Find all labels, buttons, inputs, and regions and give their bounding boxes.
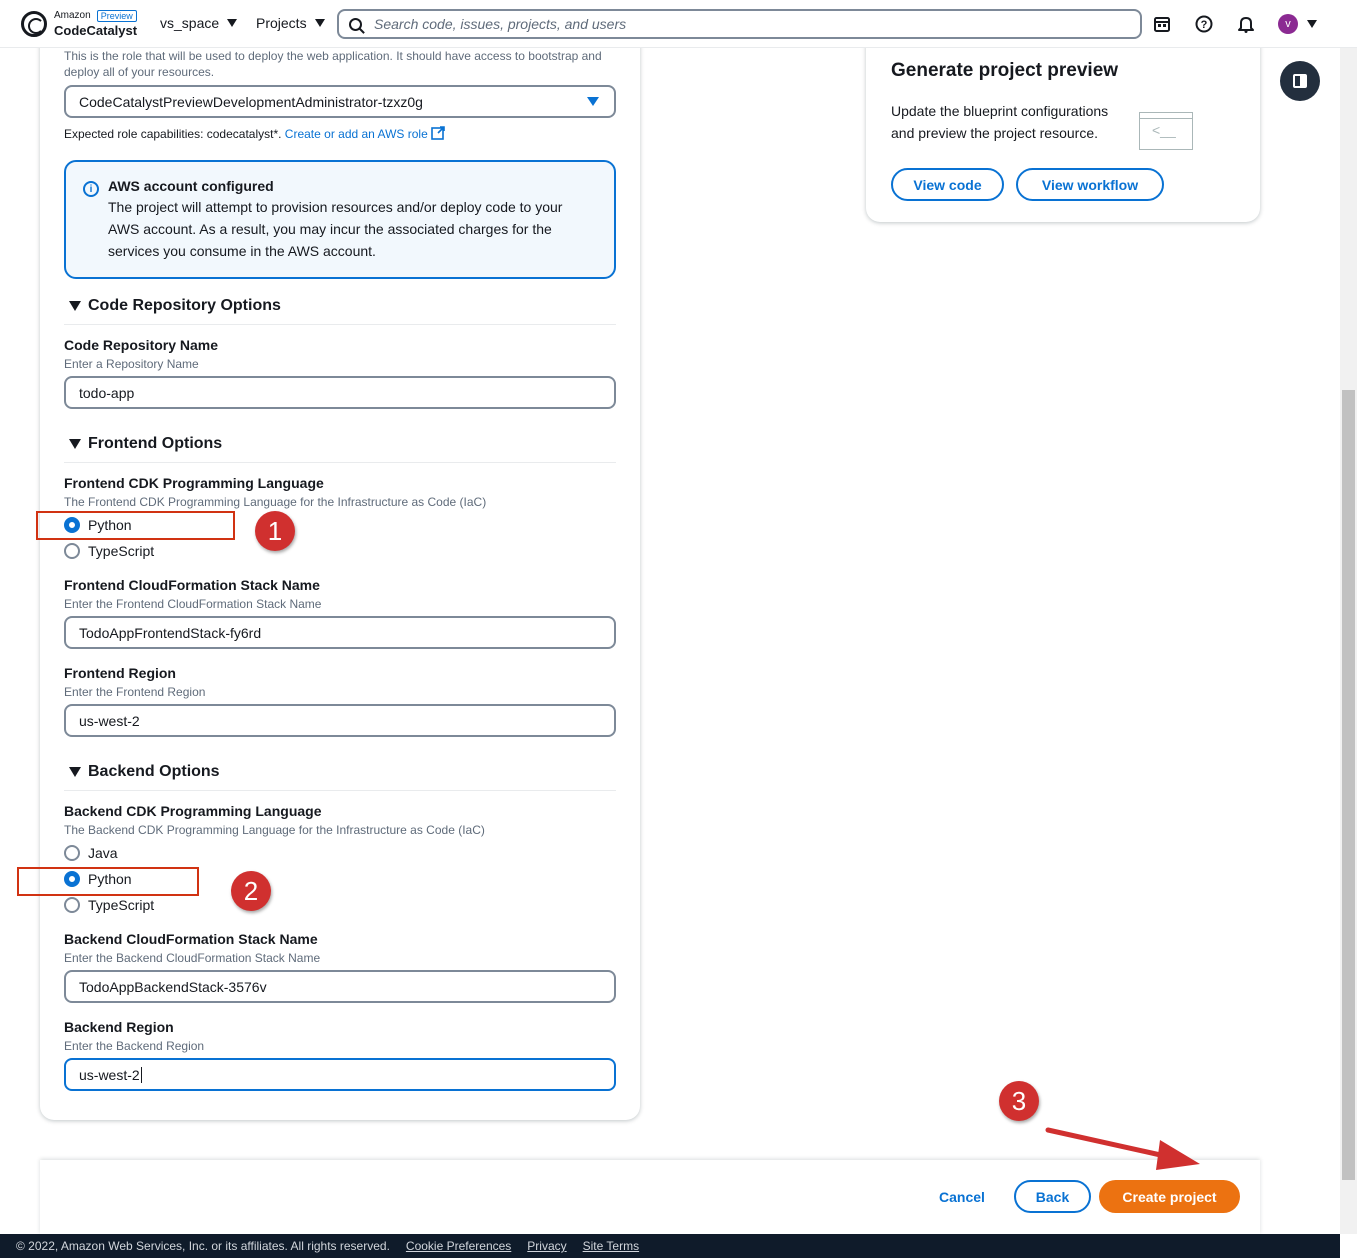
- code-repository-options-header[interactable]: [64, 295, 616, 325]
- annotation-badge-1: 1: [255, 511, 295, 551]
- expand-triangle-icon: [69, 439, 81, 449]
- radio-label: Java: [88, 845, 118, 861]
- copyright-text: © 2022, Amazon Web Services, Inc. or its affiliates. All rights reserved.: [16, 1239, 390, 1253]
- codecatalyst-logo-icon: [21, 11, 47, 37]
- search-icon: [349, 18, 362, 31]
- logo-amazon-text: Amazon: [54, 10, 91, 21]
- section-title: Code Repository Options: [88, 297, 281, 314]
- frontend-region-label: Frontend Region: [64, 665, 176, 681]
- backend-region-label: Backend Region: [64, 1019, 174, 1035]
- preview-badge: Preview: [97, 10, 137, 22]
- radio-label: TypeScript: [88, 543, 155, 559]
- frontend-region-description: Enter the Frontend Region: [64, 685, 206, 699]
- annotation-badge-3: 3: [999, 1081, 1039, 1121]
- frontend-radio-typescript[interactable]: [64, 543, 154, 559]
- project-preview-card: [866, 30, 1260, 222]
- space-dropdown-label: vs_space: [160, 15, 220, 31]
- repository-name-input[interactable]: todo-app: [64, 376, 616, 409]
- preview-description: Update the blueprint configurations and preview the project resource.: [891, 103, 1109, 141]
- expand-triangle-icon: [69, 767, 81, 777]
- scrollbar-thumb[interactable]: [1342, 390, 1355, 1180]
- radio-unselected-icon: [64, 543, 80, 559]
- codecatalyst-logo[interactable]: [21, 10, 137, 37]
- panel-icon: [1293, 74, 1307, 88]
- radio-label: TypeScript: [88, 897, 155, 913]
- search-box: [337, 9, 1142, 39]
- frontend-stack-description: Enter the Frontend CloudFormation Stack Name: [64, 597, 322, 611]
- space-dropdown[interactable]: [160, 15, 237, 31]
- radio-label: Python: [88, 871, 132, 887]
- privacy-link[interactable]: Privacy: [527, 1239, 567, 1253]
- view-code-button[interactable]: View code: [891, 168, 1004, 201]
- preview-title: Generate project preview: [891, 60, 1119, 81]
- backend-stack-description: Enter the Backend CloudFormation Stack Name: [64, 951, 321, 965]
- calendar-icon[interactable]: [1152, 14, 1172, 34]
- page-footer: [0, 1234, 1340, 1258]
- backend-language-description: The Backend CDK Programming Language for the Infrastructure as Code (IaC): [64, 823, 485, 837]
- backend-region-value: us-west-2: [79, 1066, 140, 1083]
- info-alert-title: AWS account configured: [108, 178, 274, 194]
- section-title: Frontend Options: [88, 435, 223, 452]
- backend-stack-label: Backend CloudFormation Stack Name: [64, 931, 318, 947]
- notifications-bell-icon[interactable]: [1236, 14, 1256, 34]
- radio-unselected-icon: [64, 845, 80, 861]
- cancel-button[interactable]: Cancel: [939, 1189, 985, 1205]
- side-panel-toggle-button[interactable]: [1280, 61, 1320, 101]
- back-button[interactable]: Back: [1014, 1180, 1091, 1213]
- role-description: This is the role that will be used to deploy the web application. It should have access to bootstrap and deploy all of your resources.: [64, 49, 602, 79]
- caret-down-icon: [227, 19, 237, 27]
- frontend-options-header[interactable]: [64, 433, 616, 463]
- role-select-value: CodeCatalystPreviewDevelopmentAdministrator-tzxz0g: [79, 93, 423, 110]
- backend-radio-typescript[interactable]: [64, 897, 154, 913]
- annotation-highlight-frontend-python: [36, 511, 235, 540]
- role-capabilities-text: Expected role capabilities: codecatalyst*.: [64, 127, 282, 141]
- backend-region-input[interactable]: [64, 1058, 616, 1091]
- projects-dropdown[interactable]: [256, 15, 325, 31]
- role-capabilities: [64, 126, 445, 141]
- info-icon: i: [83, 181, 99, 197]
- frontend-stack-input[interactable]: TodoAppFrontendStack-fy6rd: [64, 616, 616, 649]
- radio-unselected-icon: [64, 897, 80, 913]
- section-title: Backend Options: [88, 763, 220, 780]
- caret-down-icon: [587, 97, 599, 106]
- top-navigation: [0, 0, 1357, 48]
- projects-dropdown-label: Projects: [256, 15, 307, 31]
- blueprint-configuration-form: [40, 30, 640, 1120]
- backend-stack-input[interactable]: TodoAppBackendStack-3576v: [64, 970, 616, 1003]
- info-alert-text: The project will attempt to provision resources and/or deploy code to your AWS account. As a result, you may incur the associated charges for the services you consume in the AWS account.: [108, 199, 563, 259]
- user-avatar[interactable]: v: [1278, 14, 1298, 34]
- frontend-language-label: Frontend CDK Programming Language: [64, 475, 324, 491]
- backend-region-description: Enter the Backend Region: [64, 1039, 205, 1053]
- annotation-highlight-backend-python: [17, 867, 199, 896]
- text-cursor: [141, 1067, 142, 1083]
- expand-triangle-icon: [69, 301, 81, 311]
- role-select[interactable]: [64, 85, 616, 118]
- frontend-region-input[interactable]: us-west-2: [64, 704, 616, 737]
- site-terms-link[interactable]: Site Terms: [582, 1239, 640, 1253]
- radio-label: Python: [88, 517, 132, 533]
- backend-radio-java[interactable]: [64, 845, 118, 861]
- annotation-badge-2: 2: [231, 871, 271, 911]
- backend-language-label: Backend CDK Programming Language: [64, 803, 322, 819]
- frontend-stack-label: Frontend CloudFormation Stack Name: [64, 577, 320, 593]
- repository-name-label: Code Repository Name: [64, 337, 219, 353]
- view-workflow-button[interactable]: View workflow: [1016, 168, 1164, 201]
- svg-text:?: ?: [1200, 19, 1208, 31]
- create-aws-role-link[interactable]: Create or add an AWS role: [284, 127, 428, 141]
- search-input[interactable]: [374, 16, 1114, 32]
- frontend-language-description: The Frontend CDK Programming Language for the Infrastructure as Code (IaC): [64, 495, 487, 509]
- cookie-preferences-link[interactable]: Cookie Preferences: [405, 1239, 512, 1253]
- aws-account-info-alert: [64, 160, 616, 279]
- annotation-arrow-icon: [1040, 1120, 1210, 1180]
- code-window-illustration-icon: [1139, 112, 1193, 150]
- caret-down-icon: [315, 19, 325, 27]
- backend-options-header[interactable]: [64, 761, 616, 791]
- external-link-icon: [431, 126, 445, 140]
- help-icon[interactable]: [1194, 14, 1214, 34]
- logo-product-name: CodeCatalyst: [54, 23, 138, 38]
- create-project-button[interactable]: Create project: [1099, 1180, 1240, 1213]
- caret-down-icon[interactable]: [1307, 20, 1317, 28]
- repository-name-description: Enter a Repository Name: [64, 357, 199, 371]
